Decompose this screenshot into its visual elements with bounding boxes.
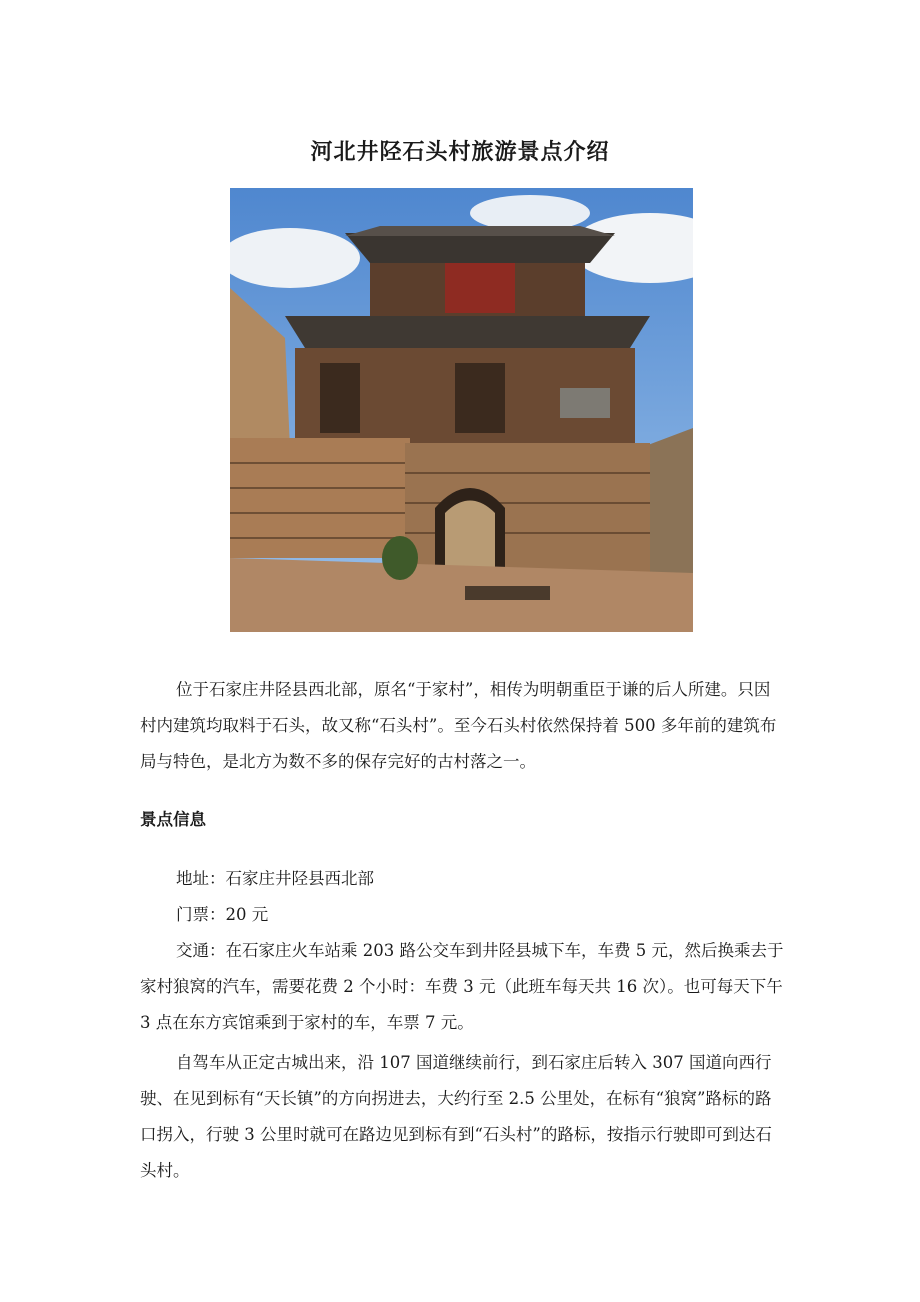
info-drive [140,1045,785,1189]
section-heading-info: 景点信息 [140,810,206,829]
info-drive-text: 自驾车从正定古城出来，沿 107 国道继续前行，到石家庄后转入 307 国道向西行驶、在见到标有“天长镇”的方向拐进去，大约行至 2.5 公里处，在标有“狼窝”路标的路口拐入，行驶 3 公里时就可在路边见到标有到“石头村”的路标，按指示行驶即可到达石头村。 [140,1053,772,1180]
intro-text: 位于石家庄井陉县西北部，原名“于家村”，相传为明朝重臣于谦的后人所建。只因村内建筑均取料于石头，故又称“石头村”。至今石头村依然保持着 500 多年前的建筑布局与特色，是北方为数不多的保存完好的古村落之一。 [140,680,777,771]
info-address: 地址：石家庄井陉县西北部 [176,869,374,888]
info-traffic [140,933,785,1041]
stone-village-illustration [230,188,693,632]
stone-village-photo [230,188,693,632]
intro-paragraph [140,672,785,780]
info-traffic-text: 交通：在石家庄火车站乘 203 路公交车到井陉县城下车，车费 5 元，然后换乘去于家村狼窝的汽车，需要花费 2 个小时：车费 3 元（此班车每天共 16 次）。也可每天下午 3 点在东方宾馆乘到于家村的车，车票 7 元。 [140,941,784,1032]
page-title: 河北井陉石头村旅游景点介绍 [310,138,610,165]
info-ticket: 门票：20 元 [176,905,269,924]
